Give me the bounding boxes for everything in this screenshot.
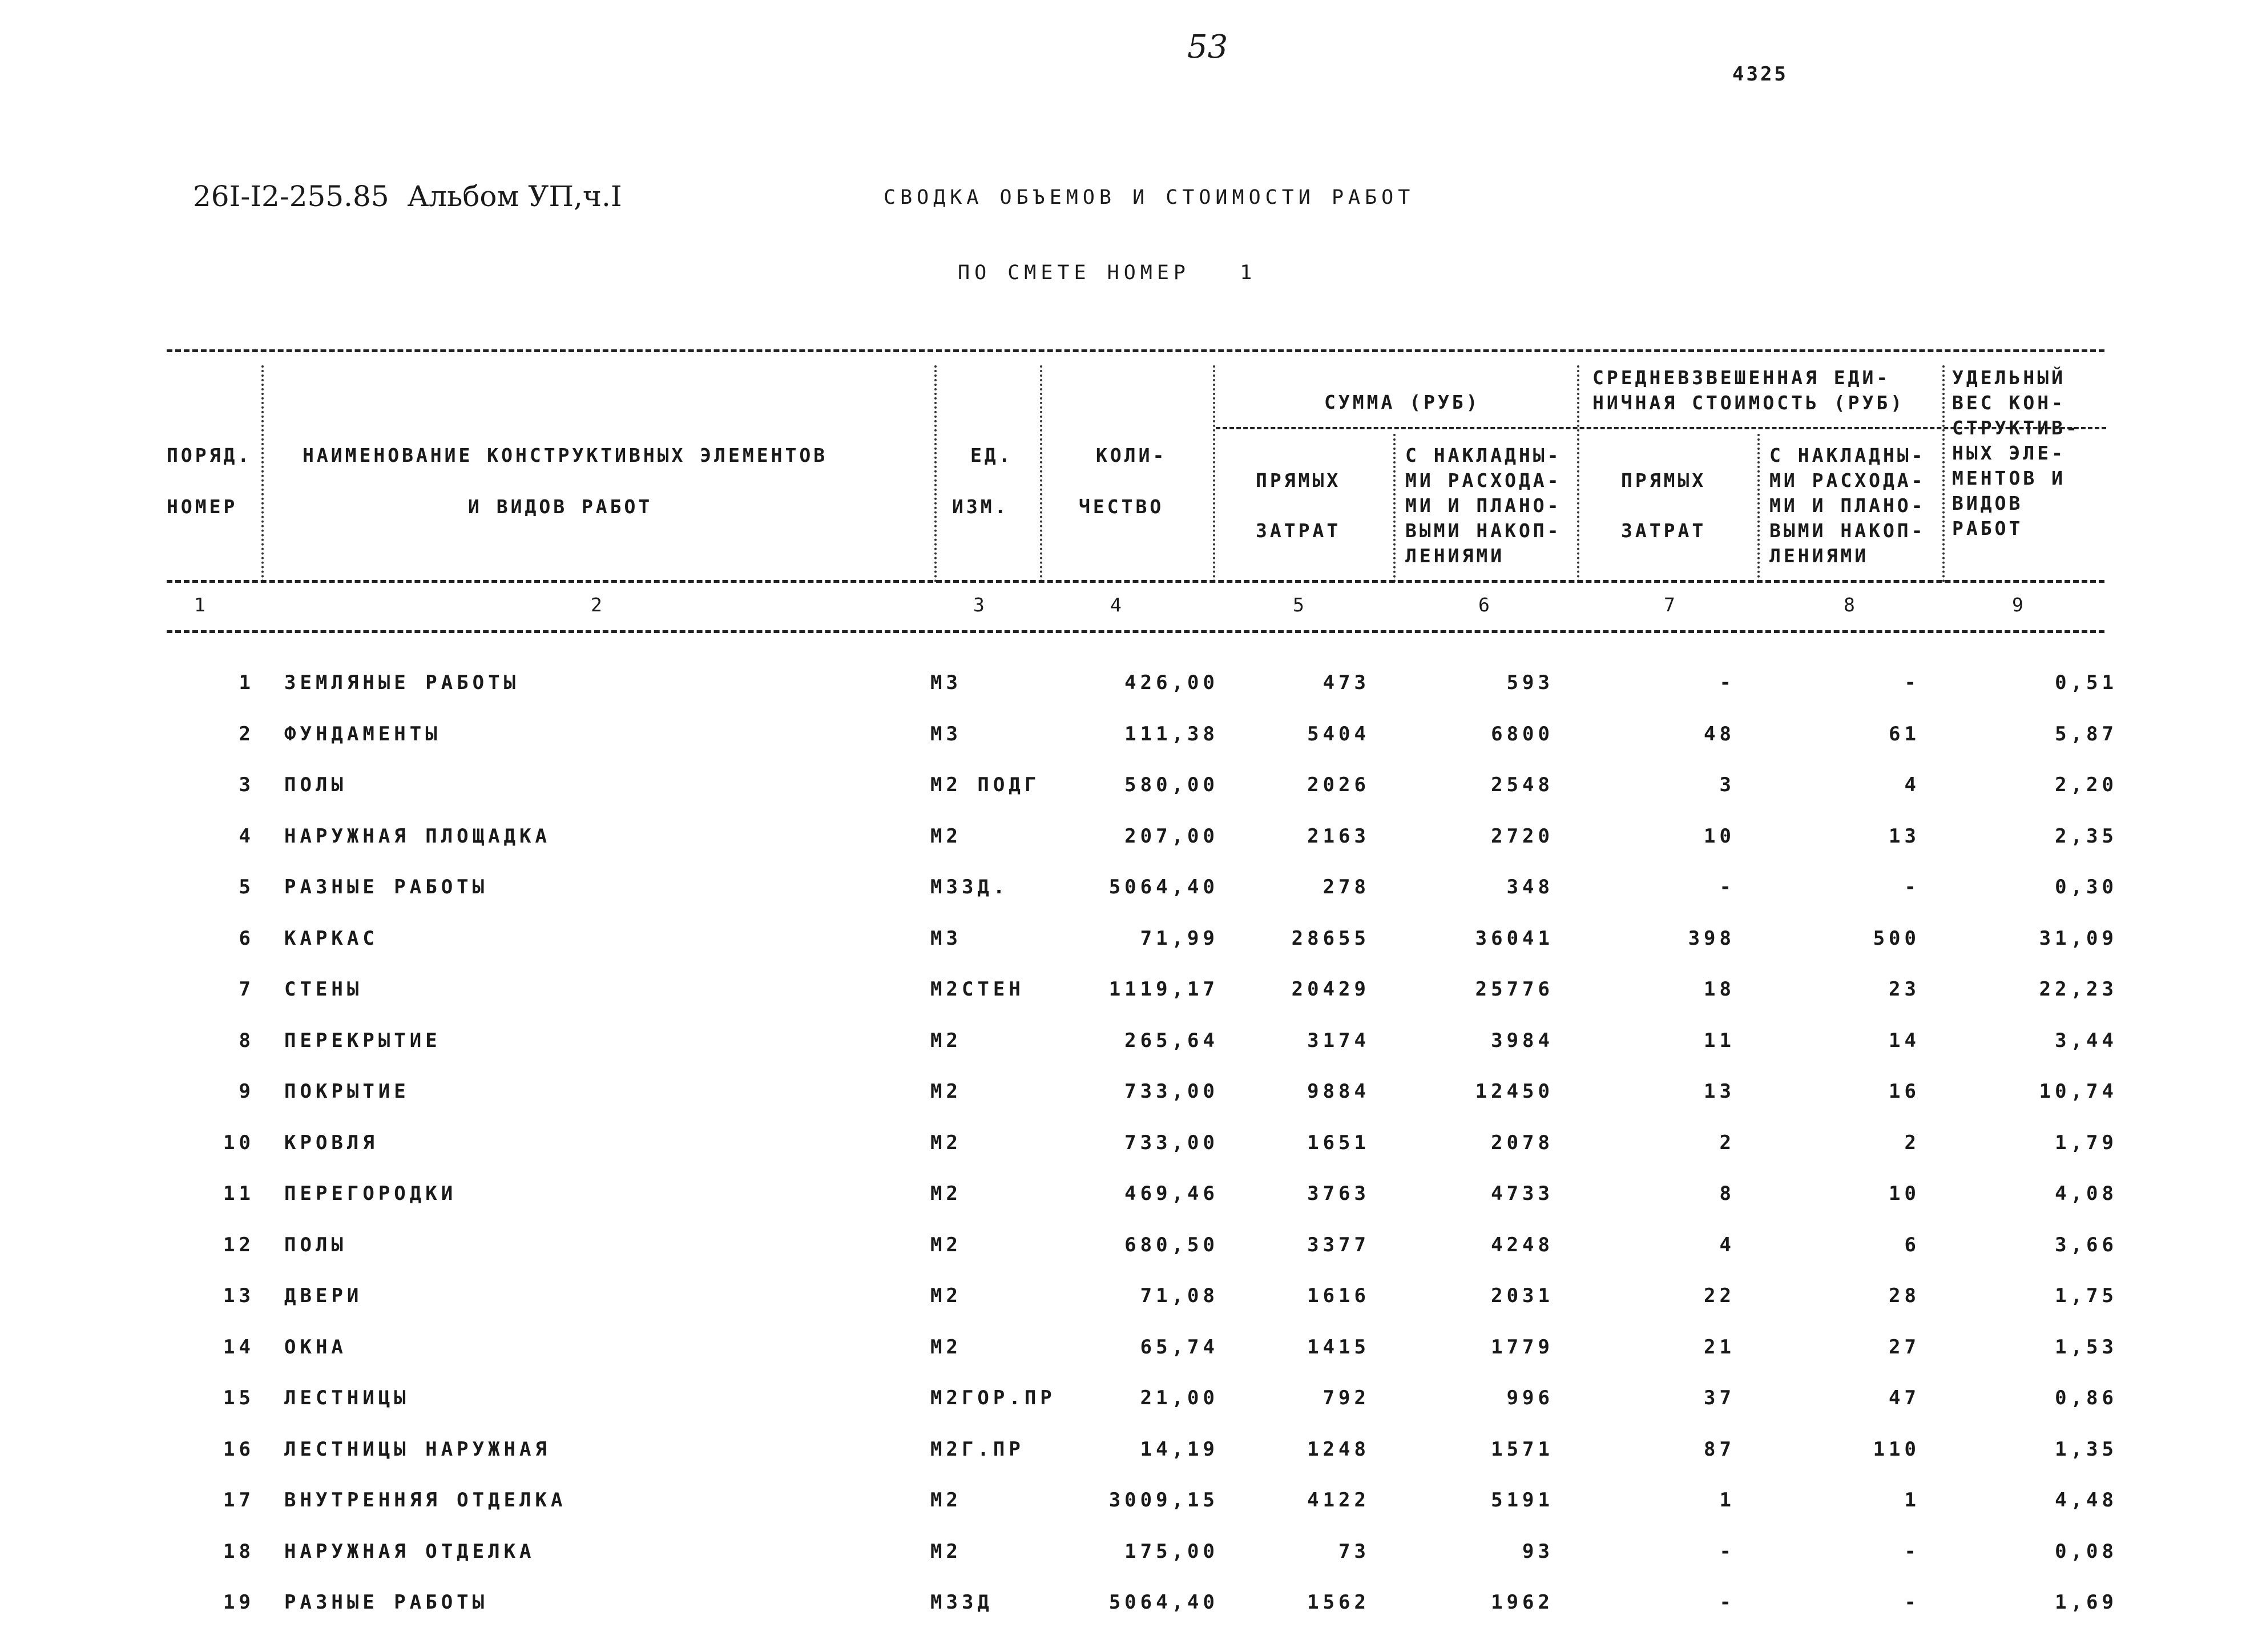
header-col9-line7: РАБОТ bbox=[1952, 517, 2023, 539]
column-number-3: 3 bbox=[973, 594, 988, 616]
header-separator bbox=[1040, 365, 1042, 582]
row-unit: М3 bbox=[930, 671, 962, 694]
row-number: 2 bbox=[239, 722, 255, 746]
row-direct-cost: 2163 bbox=[1307, 824, 1370, 848]
column-number-5: 5 bbox=[1293, 594, 1308, 616]
row-number: 5 bbox=[239, 876, 255, 898]
row-direct-cost: 1616 bbox=[1307, 1284, 1370, 1307]
header-avg-group-line1: СРЕДНЕВЗВЕШЕННАЯ ЕДИ- bbox=[1592, 366, 1891, 389]
row-avg-overhead: 110 bbox=[1873, 1437, 1920, 1461]
document-title: СВОДКА ОБЪЕМОВ И СТОИМОСТИ РАБОТ bbox=[884, 186, 1415, 209]
row-unit: М3 bbox=[930, 722, 962, 746]
row-direct-cost: 9884 bbox=[1307, 1080, 1370, 1103]
row-unit: М2 bbox=[930, 1182, 962, 1205]
row-unit: М3ЗД. bbox=[930, 876, 1009, 898]
row-unit: М2 bbox=[930, 1284, 962, 1307]
row-share: 10,74 bbox=[2039, 1080, 2118, 1103]
header-col9-line3: СТРУКТИВ- bbox=[1952, 417, 2080, 439]
header-col9-line2: ВЕС КОН- bbox=[1952, 392, 2066, 414]
row-name: ЛЕСТНИЦЫ bbox=[284, 1387, 410, 1409]
row-direct-cost: 473 bbox=[1322, 671, 1370, 694]
row-overhead-cost: 1571 bbox=[1491, 1437, 1554, 1461]
row-avg-direct: 87 bbox=[1704, 1437, 1735, 1461]
row-direct-cost: 28655 bbox=[1291, 926, 1370, 950]
row-avg-overhead: 6 bbox=[1904, 1233, 1920, 1256]
row-overhead-cost: 36041 bbox=[1475, 926, 1554, 950]
row-direct-cost: 3377 bbox=[1307, 1233, 1370, 1256]
row-number: 3 bbox=[239, 773, 255, 796]
row-avg-direct: 18 bbox=[1704, 978, 1735, 1001]
header-col6-line2: МИ РАСХОДА- bbox=[1405, 469, 1562, 491]
row-avg-overhead: - bbox=[1904, 671, 1920, 694]
row-name: НАРУЖНАЯ ПЛОЩАДКА bbox=[284, 824, 551, 848]
document-subtitle: ПО СМЕТЕ НОМЕР 1 bbox=[958, 261, 1257, 284]
header-col7-line1: ПРЯМЫХ bbox=[1621, 469, 1707, 491]
row-avg-direct: 37 bbox=[1704, 1387, 1735, 1409]
row-avg-direct: 1 bbox=[1719, 1489, 1735, 1512]
column-number-9: 9 bbox=[2012, 594, 2027, 616]
header-separator bbox=[1577, 365, 1579, 582]
row-share: 0,51 bbox=[2055, 671, 2118, 694]
row-quantity: 265,64 bbox=[1124, 1029, 1219, 1052]
row-share: 3,44 bbox=[2055, 1029, 2118, 1052]
row-share: 31,09 bbox=[2039, 926, 2118, 950]
row-avg-direct: 8 bbox=[1719, 1182, 1735, 1205]
row-name: ФУНДАМЕНТЫ bbox=[284, 722, 441, 746]
row-direct-cost: 73 bbox=[1338, 1540, 1370, 1563]
row-name: ПОЛЫ bbox=[284, 773, 347, 796]
header-col1-line2: НОМЕР bbox=[167, 495, 238, 518]
row-name: НАРУЖНАЯ ОТДЕЛКА bbox=[284, 1540, 535, 1563]
row-share: 0,30 bbox=[2055, 876, 2118, 898]
row-overhead-cost: 996 bbox=[1506, 1387, 1554, 1409]
row-quantity: 733,00 bbox=[1124, 1080, 1219, 1103]
row-quantity: 111,38 bbox=[1124, 722, 1219, 746]
row-unit: М2 bbox=[930, 1131, 962, 1154]
row-avg-direct: - bbox=[1719, 671, 1735, 694]
row-avg-overhead: 16 bbox=[1889, 1080, 1920, 1103]
row-name: РАЗНЫЕ РАБОТЫ bbox=[284, 876, 489, 898]
row-name: КРОВЛЯ bbox=[284, 1131, 378, 1154]
row-avg-direct: 3 bbox=[1719, 773, 1735, 796]
row-quantity: 580,00 bbox=[1124, 773, 1219, 796]
row-direct-cost: 4122 bbox=[1307, 1489, 1370, 1512]
row-direct-cost: 2026 bbox=[1307, 773, 1370, 796]
header-col5-line1: ПРЯМЫХ bbox=[1256, 469, 1341, 491]
header-avg-group-line2: НИЧНАЯ СТОИМОСТЬ (РУБ) bbox=[1592, 392, 1905, 414]
row-avg-direct: - bbox=[1719, 1591, 1735, 1614]
row-unit: М2 bbox=[930, 1540, 962, 1563]
row-number: 15 bbox=[223, 1387, 255, 1409]
header-col9-line4: НЫХ ЭЛЕ- bbox=[1952, 442, 2066, 464]
row-number: 1 bbox=[239, 671, 255, 694]
row-quantity: 14,19 bbox=[1140, 1437, 1219, 1461]
row-number: 8 bbox=[239, 1029, 255, 1052]
sheet-number: 4325 bbox=[1732, 63, 1788, 86]
header-top-rule bbox=[167, 349, 2104, 352]
row-unit: М2 bbox=[930, 1080, 962, 1103]
row-avg-overhead: 27 bbox=[1889, 1335, 1920, 1359]
header-col3-line1: ЕД. bbox=[970, 444, 1013, 466]
row-overhead-cost: 12450 bbox=[1475, 1080, 1554, 1103]
header-separator bbox=[1757, 434, 1760, 582]
header-separator bbox=[1942, 365, 1945, 582]
row-unit: М2Г.ПР bbox=[930, 1437, 1025, 1461]
header-col6-line1: С НАКЛАДНЫ- bbox=[1405, 444, 1562, 466]
row-share: 1,53 bbox=[2055, 1335, 2118, 1359]
row-overhead-cost: 93 bbox=[1522, 1540, 1554, 1563]
row-number: 16 bbox=[223, 1437, 255, 1461]
row-overhead-cost: 2548 bbox=[1491, 773, 1554, 796]
row-avg-overhead: 4 bbox=[1904, 773, 1920, 796]
row-name: ЛЕСТНИЦЫ НАРУЖНАЯ bbox=[284, 1437, 551, 1461]
header-col4-line2: ЧЕСТВО bbox=[1079, 495, 1164, 518]
row-name: ПЕРЕКРЫТИЕ bbox=[284, 1029, 441, 1052]
row-overhead-cost: 2031 bbox=[1491, 1284, 1554, 1307]
row-share: 0,86 bbox=[2055, 1387, 2118, 1409]
header-col8-line1: С НАКЛАДНЫ- bbox=[1769, 444, 1926, 466]
header-col8-line4: ВЫМИ НАКОП- bbox=[1769, 519, 1926, 542]
row-quantity: 426,00 bbox=[1124, 671, 1219, 694]
row-unit: М2 bbox=[930, 1335, 962, 1359]
header-col8-line5: ЛЕНИЯМИ bbox=[1769, 545, 1869, 567]
row-overhead-cost: 25776 bbox=[1475, 978, 1554, 1001]
row-name: КАРКАС bbox=[284, 926, 378, 950]
header-col4-line1: КОЛИ- bbox=[1096, 444, 1167, 466]
row-overhead-cost: 6800 bbox=[1491, 722, 1554, 746]
row-unit: М3 bbox=[930, 926, 962, 950]
row-overhead-cost: 593 bbox=[1506, 671, 1554, 694]
row-overhead-cost: 2720 bbox=[1491, 824, 1554, 848]
header-separator bbox=[1393, 434, 1396, 582]
row-number: 4 bbox=[239, 824, 255, 848]
column-number-6: 6 bbox=[1478, 594, 1493, 616]
row-direct-cost: 3763 bbox=[1307, 1182, 1370, 1205]
header-col2-line2: И ВИДОВ РАБОТ bbox=[468, 495, 653, 518]
row-number: 18 bbox=[223, 1540, 255, 1563]
row-share: 2,35 bbox=[2055, 824, 2118, 848]
row-quantity: 175,00 bbox=[1124, 1540, 1219, 1563]
row-avg-overhead: - bbox=[1904, 1540, 1920, 1563]
header-col7-line2: ЗАТРАТ bbox=[1621, 519, 1707, 542]
row-avg-direct: 11 bbox=[1704, 1029, 1735, 1052]
column-number-4: 4 bbox=[1110, 594, 1125, 616]
header-col6-line3: МИ И ПЛАНО- bbox=[1405, 494, 1562, 517]
row-quantity: 733,00 bbox=[1124, 1131, 1219, 1154]
row-share: 0,08 bbox=[2055, 1540, 2118, 1563]
row-share: 22,23 bbox=[2039, 978, 2118, 1001]
header-col5-line2: ЗАТРАТ bbox=[1256, 519, 1341, 542]
header-col9-line6: ВИДОВ bbox=[1952, 492, 2023, 514]
row-name: СТЕНЫ bbox=[284, 978, 363, 1001]
row-unit: М3ЗД bbox=[930, 1591, 993, 1614]
row-quantity: 680,50 bbox=[1124, 1233, 1219, 1256]
row-number: 12 bbox=[223, 1233, 255, 1256]
row-quantity: 1119,17 bbox=[1108, 978, 1219, 1001]
row-name: ПОЛЫ bbox=[284, 1233, 347, 1256]
row-avg-overhead: 47 bbox=[1889, 1387, 1920, 1409]
header-mid-rule bbox=[167, 580, 2104, 583]
row-overhead-cost: 4248 bbox=[1491, 1233, 1554, 1256]
row-name: ПЕРЕГОРОДКИ bbox=[284, 1182, 457, 1205]
header-col6-line4: ВЫМИ НАКОП- bbox=[1405, 519, 1562, 542]
row-overhead-cost: 5191 bbox=[1491, 1489, 1554, 1512]
header-col9-line5: МЕНТОВ И bbox=[1952, 467, 2066, 489]
row-number: 19 bbox=[223, 1591, 255, 1614]
row-avg-overhead: 500 bbox=[1873, 926, 1920, 950]
row-share: 1,75 bbox=[2055, 1284, 2118, 1307]
row-quantity: 3009,15 bbox=[1108, 1489, 1219, 1512]
row-direct-cost: 792 bbox=[1322, 1387, 1370, 1409]
row-direct-cost: 1651 bbox=[1307, 1131, 1370, 1154]
row-unit: М2 bbox=[930, 1029, 962, 1052]
row-name: ПОКРЫТИЕ bbox=[284, 1080, 410, 1103]
row-number: 6 bbox=[239, 926, 255, 950]
row-number: 10 bbox=[223, 1131, 255, 1154]
header-separator bbox=[1213, 365, 1215, 582]
row-overhead-cost: 4733 bbox=[1491, 1182, 1554, 1205]
row-overhead-cost: 2078 bbox=[1491, 1131, 1554, 1154]
row-avg-direct: 48 bbox=[1704, 722, 1735, 746]
row-number: 11 bbox=[223, 1182, 255, 1205]
row-quantity: 469,46 bbox=[1124, 1182, 1219, 1205]
row-unit: М2СТЕН bbox=[930, 978, 1025, 1001]
row-overhead-cost: 1962 bbox=[1491, 1591, 1554, 1614]
row-avg-overhead: 28 bbox=[1889, 1284, 1920, 1307]
row-unit: М2 ПОДГ bbox=[930, 773, 1041, 796]
row-avg-direct: - bbox=[1719, 1540, 1735, 1563]
row-direct-cost: 1562 bbox=[1307, 1591, 1370, 1614]
header-col8-line3: МИ И ПЛАНО- bbox=[1769, 494, 1926, 517]
row-share: 5,87 bbox=[2055, 722, 2118, 746]
row-number: 14 bbox=[223, 1335, 255, 1359]
row-name: РАЗНЫЕ РАБОТЫ bbox=[284, 1591, 489, 1614]
handwritten-page-mark: 53 bbox=[1187, 29, 1228, 66]
row-quantity: 5064,40 bbox=[1108, 1591, 1219, 1614]
row-unit: М2 bbox=[930, 1489, 962, 1512]
row-direct-cost: 20429 bbox=[1291, 978, 1370, 1001]
row-avg-direct: 10 bbox=[1704, 824, 1735, 848]
header-col3-line2: ИЗМ. bbox=[952, 495, 1009, 518]
row-overhead-cost: 3984 bbox=[1491, 1029, 1554, 1052]
row-name: ОКНА bbox=[284, 1335, 347, 1359]
row-unit: М2ГОР.ПР bbox=[930, 1387, 1056, 1409]
header-separator bbox=[261, 365, 264, 582]
row-number: 7 bbox=[239, 978, 255, 1001]
row-avg-direct: 13 bbox=[1704, 1080, 1735, 1103]
column-number-7: 7 bbox=[1664, 594, 1679, 616]
row-avg-overhead: 14 bbox=[1889, 1029, 1920, 1052]
row-quantity: 207,00 bbox=[1124, 824, 1219, 848]
row-quantity: 21,00 bbox=[1140, 1387, 1219, 1409]
row-share: 3,66 bbox=[2055, 1233, 2118, 1256]
header-separator bbox=[934, 365, 937, 582]
row-quantity: 65,74 bbox=[1140, 1335, 1219, 1359]
header-col1-line1: ПОРЯД. bbox=[167, 444, 252, 466]
header-col8-line2: МИ РАСХОДА- bbox=[1769, 469, 1926, 491]
header-col2-line1: НАИМЕНОВАНИЕ КОНСТРУКТИВНЫХ ЭЛЕМЕНТОВ bbox=[303, 444, 828, 466]
column-number-8: 8 bbox=[1844, 594, 1858, 616]
row-avg-direct: 2 bbox=[1719, 1131, 1735, 1154]
row-unit: М2 bbox=[930, 824, 962, 848]
row-quantity: 5064,40 bbox=[1108, 876, 1219, 898]
row-name: ВНУТРЕННЯЯ ОТДЕЛКА bbox=[284, 1489, 567, 1512]
row-share: 4,48 bbox=[2055, 1489, 2118, 1512]
row-share: 1,35 bbox=[2055, 1437, 2118, 1461]
row-avg-direct: 398 bbox=[1688, 926, 1735, 950]
row-avg-overhead: 61 bbox=[1889, 722, 1920, 746]
row-avg-overhead: 2 bbox=[1904, 1131, 1920, 1154]
header-col6-line5: ЛЕНИЯМИ bbox=[1405, 545, 1505, 567]
row-avg-direct: 21 bbox=[1704, 1335, 1735, 1359]
row-unit: М2 bbox=[930, 1233, 962, 1256]
row-quantity: 71,08 bbox=[1140, 1284, 1219, 1307]
row-direct-cost: 278 bbox=[1322, 876, 1370, 898]
row-avg-overhead: 13 bbox=[1889, 824, 1920, 848]
row-overhead-cost: 1779 bbox=[1491, 1335, 1554, 1359]
row-avg-overhead: 10 bbox=[1889, 1182, 1920, 1205]
row-number: 9 bbox=[239, 1080, 255, 1103]
header-sum-group: СУММА (РУБ) bbox=[1324, 391, 1481, 413]
header-col9-line1: УДЕЛЬНЫЙ bbox=[1952, 366, 2066, 389]
header-bottom-rule bbox=[167, 630, 2104, 633]
row-quantity: 71,99 bbox=[1140, 926, 1219, 950]
row-avg-overhead: - bbox=[1904, 1591, 1920, 1614]
row-avg-direct: 4 bbox=[1719, 1233, 1735, 1256]
row-share: 1,69 bbox=[2055, 1591, 2118, 1614]
column-number-1: 1 bbox=[194, 594, 209, 616]
row-direct-cost: 1248 bbox=[1307, 1437, 1370, 1461]
row-avg-overhead: 1 bbox=[1904, 1489, 1920, 1512]
row-name: ДВЕРИ bbox=[284, 1284, 363, 1307]
row-direct-cost: 5404 bbox=[1307, 722, 1370, 746]
row-number: 17 bbox=[223, 1489, 255, 1512]
row-direct-cost: 3174 bbox=[1307, 1029, 1370, 1052]
document-code: 26I-I2-255.85 Альбом УП,ч.I bbox=[193, 180, 622, 213]
row-direct-cost: 1415 bbox=[1307, 1335, 1370, 1359]
row-name: ЗЕМЛЯНЫЕ РАБОТЫ bbox=[284, 671, 520, 694]
row-share: 4,08 bbox=[2055, 1182, 2118, 1205]
row-avg-overhead: - bbox=[1904, 876, 1920, 898]
row-avg-overhead: 23 bbox=[1889, 978, 1920, 1001]
row-overhead-cost: 348 bbox=[1506, 876, 1554, 898]
row-number: 13 bbox=[223, 1284, 255, 1307]
row-share: 1,79 bbox=[2055, 1131, 2118, 1154]
row-avg-direct: - bbox=[1719, 876, 1735, 898]
row-avg-direct: 22 bbox=[1704, 1284, 1735, 1307]
row-share: 2,20 bbox=[2055, 773, 2118, 796]
column-number-2: 2 bbox=[591, 594, 606, 616]
